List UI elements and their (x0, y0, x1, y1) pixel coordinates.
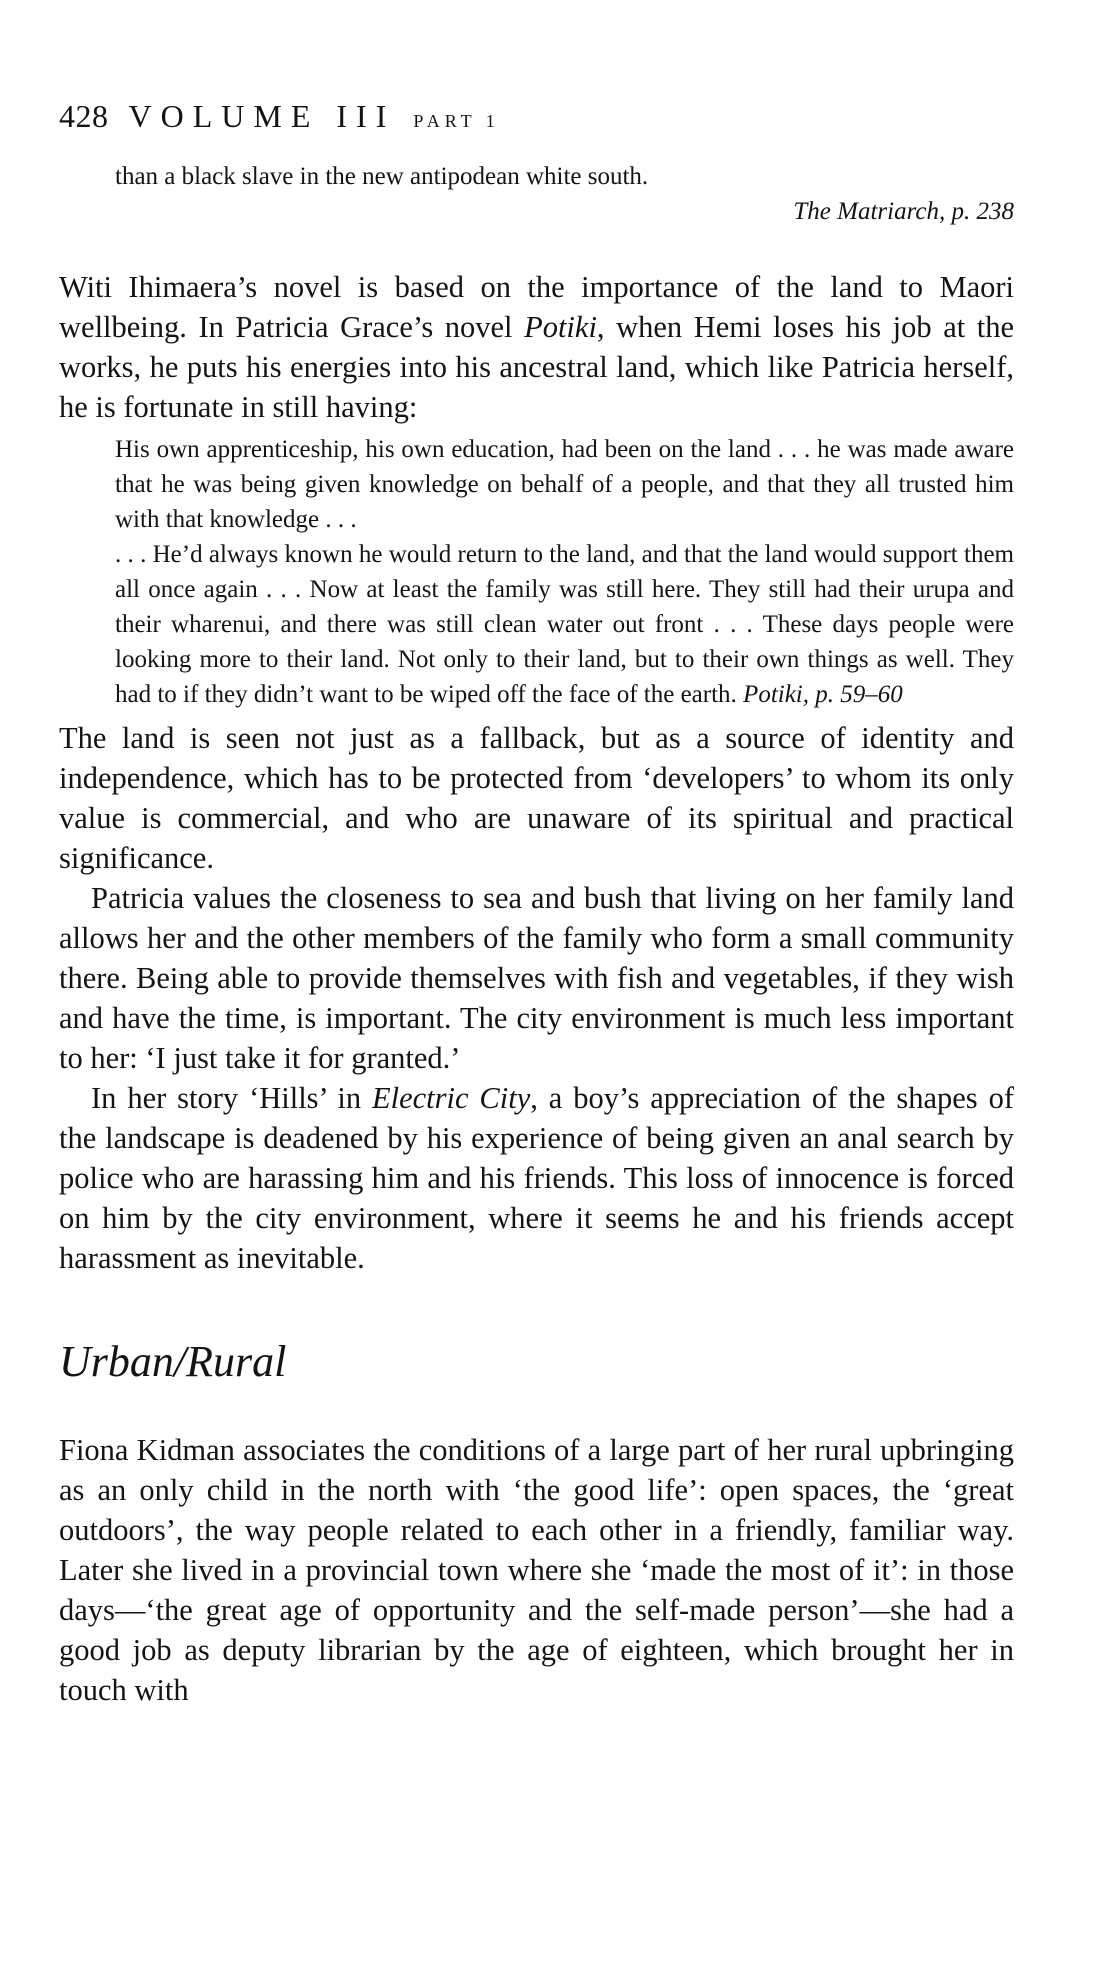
part-label: PART 1 (413, 111, 500, 131)
quote-text: . . . He’d always known he would return to the land, and that the land would support them all once again . . . Now at least the family was still here. They still had their urupa and their wharenui, and there was still clean water out front . . . These days people were looking more to their land. Not only to their land, but to their own things as well. They had to if they didn’t want to be wiped off the face of the earth. (115, 541, 1014, 708)
paragraph-patricia-values: Patricia values the closeness to sea and bush that living on her family land allows her and the other members of the family who form a small community there. Being able to provide themselves with fish and vegetables, if they wish and have the time, is important. The city environment is much less important to her: ‘I just take it for granted.’ (59, 881, 1014, 1075)
quote-citation: Potiki, p. 59–60 (743, 681, 903, 708)
body-section-land (59, 718, 1014, 1278)
paragraph-text: , when Hemi loses his job at the works, he puts his energies into his ancestral land, which like Patricia herself, he is fortunate in still having: (59, 310, 1015, 424)
paragraph-text: In her story ‘Hills’ in (91, 1081, 372, 1115)
page-number: 428 (59, 98, 109, 134)
paragraph-text: Witi Ihimaera’s novel is based on the importance of the land to Maori wellbeing. In Patricia Grace’s novel (59, 270, 1014, 344)
book-title-electric-city: Electric City (371, 1081, 531, 1115)
paragraph (59, 267, 1014, 427)
book-title-potiki: Potiki (524, 310, 597, 344)
running-header (59, 96, 1014, 141)
paragraph-ihimaera (59, 267, 1014, 427)
paragraph-text: , a boy’s appreciation of the shapes of the landscape is deadened by his experience of being given an anal search by police who are harassing him and his friends. This loss of innocence is forced on him by the city environment, where it seems he and his friends accept harassment as inevitable. (59, 1081, 1014, 1275)
paragraph-kidman: Fiona Kidman associates the conditions of a large part of her rural upbringing as an only child in the north with ‘the good life’: open spaces, the ‘great outdoors’, the way people related to each other in a friendly, familiar way. Later she lived in a provincial town where she ‘made the most of it’: in those days—‘the great age of opportunity and the self-made person’—she had a good job as deputy librarian by the age of eighteen, which brought her in touch with (59, 1433, 1014, 1707)
section-heading: Urban/Rural (59, 1337, 287, 1386)
quote-paragraph-2 (115, 537, 1014, 712)
body-section-urban-rural (59, 1430, 1014, 1710)
quote-citation: The Matriarch, p. 238 (793, 198, 1014, 225)
paragraph-land-identity: The land is seen not just as a fallback, but as a source of identity and independence, which has to be protected from ‘developers’ to whom its only value is commercial, and who are unaware of its spiritual and practical significance. (59, 721, 1014, 875)
book-page (59, 96, 1014, 1710)
block-quote-potiki (115, 432, 1014, 712)
block-quote-matriarch (115, 159, 1014, 229)
paragraph-hills-story (59, 1078, 1014, 1278)
volume-label: VOLUME III (128, 98, 396, 134)
quote-text: than a black slave in the new antipodean white south. (115, 163, 649, 190)
quote-paragraph-1: His own apprenticeship, his own education, had been on the land . . . he was made aware that he was being given knowledge on behalf of a people, and that they all trusted him with that knowledge . . . (115, 436, 1014, 533)
